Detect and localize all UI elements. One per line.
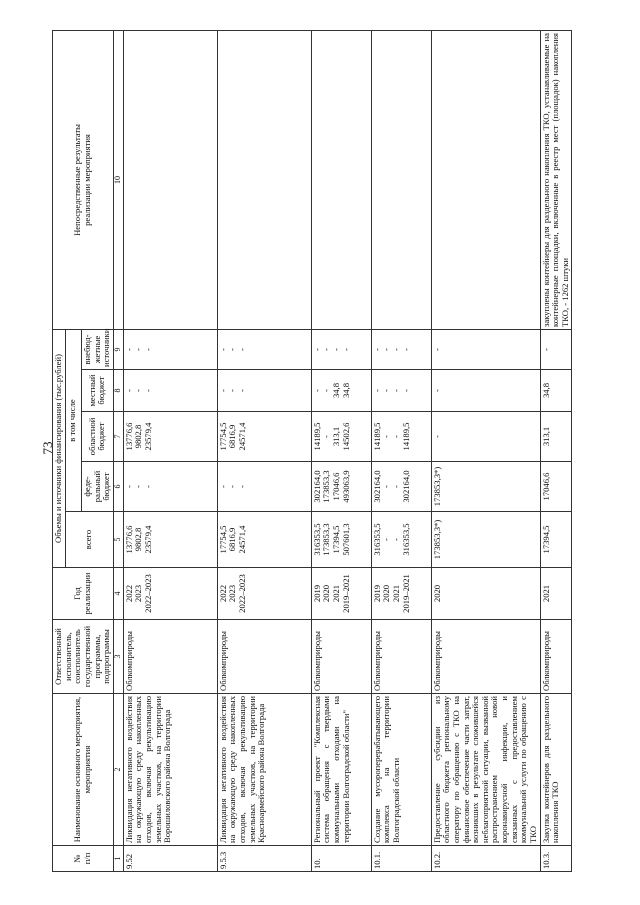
table-row — [123, 31, 217, 872]
row-executor: Облкомприроды — [540, 620, 572, 694]
header-total: всего — [65, 512, 113, 568]
row-offbudget: - - - — [123, 329, 217, 369]
row-executor: Облкомприроды — [123, 620, 217, 694]
row-years: 2020 — [431, 568, 540, 620]
table-row — [311, 31, 371, 872]
row-name: Создание мусороперерабатывающего комплекса на территории Волгоградской области — [371, 694, 431, 846]
row-results — [217, 31, 311, 330]
row-regional: 13776,6 9802,8 23579,4 — [123, 412, 217, 462]
header-including: в том числе — [65, 329, 81, 511]
row-federal: 302164,0 - - 302164,0 — [371, 462, 431, 512]
table-row — [371, 31, 431, 872]
col-number: 9 — [113, 329, 123, 369]
header-num: № п/п — [53, 846, 114, 872]
row-local: - — [431, 370, 540, 412]
col-number: 8 — [113, 370, 123, 412]
row-total: 17754,5 6816,9 24571,4 — [217, 512, 311, 568]
row-num: 9.5.3 — [217, 846, 311, 872]
table-row — [431, 31, 540, 872]
column-numbers-row — [113, 31, 123, 872]
header-name: Наименование основного мероприятия, мероприятия — [53, 694, 114, 846]
row-federal: 173853,3*) — [431, 462, 540, 512]
row-results: закуплены контейнеры для раздельного накопления ТКО, устанавливаемые на контейнерные площадки, включенные в реестр мест (площадок) накопления ТКО, - 1262 штуки — [540, 31, 572, 330]
row-num: 10.1. — [371, 846, 431, 872]
header-year: Год реализации — [53, 568, 114, 620]
row-years: 2022 2023 2022–2023 — [217, 568, 311, 620]
header-regional: областной бюджет — [81, 412, 113, 462]
row-total: 173853,3*) — [431, 512, 540, 568]
col-number: 2 — [113, 694, 123, 846]
col-number: 4 — [113, 568, 123, 620]
header-executor: Ответственный исполнитель, соисполнитель государственной программы, подпрограммы — [53, 620, 114, 694]
header-federal: феде- ральный бюджет — [81, 462, 113, 512]
row-offbudget: - — [431, 329, 540, 369]
row-regional: 14189,5 - - 14189,5 — [371, 412, 431, 462]
row-federal: 302164,0 173853,3 17046,6 493063,9 — [311, 462, 371, 512]
row-federal: - - - — [123, 462, 217, 512]
row-total: 13776,6 9802,8 23579,4 — [123, 512, 217, 568]
row-name: Ликвидация негативного воздействия на окружающую среду накопленных отходов, включая рекультивацию земельных участков, на территории Красноармейского района Волгограда — [217, 694, 311, 846]
row-results — [371, 31, 431, 330]
row-num: 10.3. — [540, 846, 572, 872]
header-finance-group: Объемы и источники финансирования (тыс.рублей) — [53, 329, 66, 567]
row-total: 316353,5 - - 316353,5 — [371, 512, 431, 568]
row-local: - - - - — [371, 370, 431, 412]
header-results: Непосредственные результаты реализации мероприятия — [53, 31, 114, 330]
row-total: 316353,5 173853,3 17394,5 507601,3 — [311, 512, 371, 568]
row-regional: 17754,5 6816,9 24571,4 — [217, 412, 311, 462]
col-number: 6 — [113, 462, 123, 512]
row-name: Ликвидация негативного воздействия на окружающую среду накопленных отходов, включая рекультивацию земельных участков, на территории Ворошиловского района Волгограда — [123, 694, 217, 846]
row-results — [431, 31, 540, 330]
row-offbudget: - — [540, 329, 572, 369]
row-years: 2019 2020 2021 2019–2021 — [311, 568, 371, 620]
row-years: 2022 2023 2022–2023 — [123, 568, 217, 620]
row-executor: Облкомприроды — [311, 620, 371, 694]
page-number: 73 — [40, 441, 55, 455]
table-row — [540, 31, 572, 872]
row-local: - - - — [217, 370, 311, 412]
row-executor: Облкомприроды — [217, 620, 311, 694]
row-regional: - — [431, 412, 540, 462]
row-name: Предоставление субсидии из областного бюджета региональному оператору по обращению с ТКО на финансовое обеспечение части затрат, возникших в результате сложившейся неблагоприятной ситуации, вызванной распространением новой коронавирусной инфекции, и связанных с предоставлением коммунальной услуги по обращению с ТКО — [431, 694, 540, 846]
header-offbudget: внебюд- жетные источники — [81, 329, 113, 369]
row-executor: Облкомприроды — [431, 620, 540, 694]
row-num: 9.52 — [123, 846, 217, 872]
row-total: 17394,5 — [540, 512, 572, 568]
table-row — [217, 31, 311, 872]
row-name: Закупка контейнеров для раздельного накопления ТКО — [540, 694, 572, 846]
row-regional: 14189,5 - 313,1 14502,6 — [311, 412, 371, 462]
col-number: 10 — [113, 31, 123, 330]
financing-table — [52, 30, 572, 872]
col-number: 1 — [113, 846, 123, 872]
row-offbudget: - - - - — [311, 329, 371, 369]
row-results — [123, 31, 217, 330]
row-federal: 17046,6 — [540, 462, 572, 512]
row-years: 2019 2020 2021 2019–2021 — [371, 568, 431, 620]
row-results — [311, 31, 371, 330]
row-local: - - 34,8 34,8 — [311, 370, 371, 412]
row-years: 2021 — [540, 568, 572, 620]
rotated-table-container — [52, 30, 618, 872]
row-regional: 313,1 — [540, 412, 572, 462]
header-local: местный бюджет — [81, 370, 113, 412]
row-num: 10.2. — [431, 846, 540, 872]
row-executor: Облкомприроды — [371, 620, 431, 694]
row-federal: - - - — [217, 462, 311, 512]
row-local: 34,8 — [540, 370, 572, 412]
row-name: Региональный проект "Комплексная система обращения с твердыми коммунальными отходами на территории Волгоградской области" — [311, 694, 371, 846]
row-offbudget: - - - - — [371, 329, 431, 369]
row-local: - - - — [123, 370, 217, 412]
row-num: 10. — [311, 846, 371, 872]
col-number: 3 — [113, 620, 123, 694]
row-offbudget: - - - — [217, 329, 311, 369]
col-number: 7 — [113, 412, 123, 462]
col-number: 5 — [113, 512, 123, 568]
